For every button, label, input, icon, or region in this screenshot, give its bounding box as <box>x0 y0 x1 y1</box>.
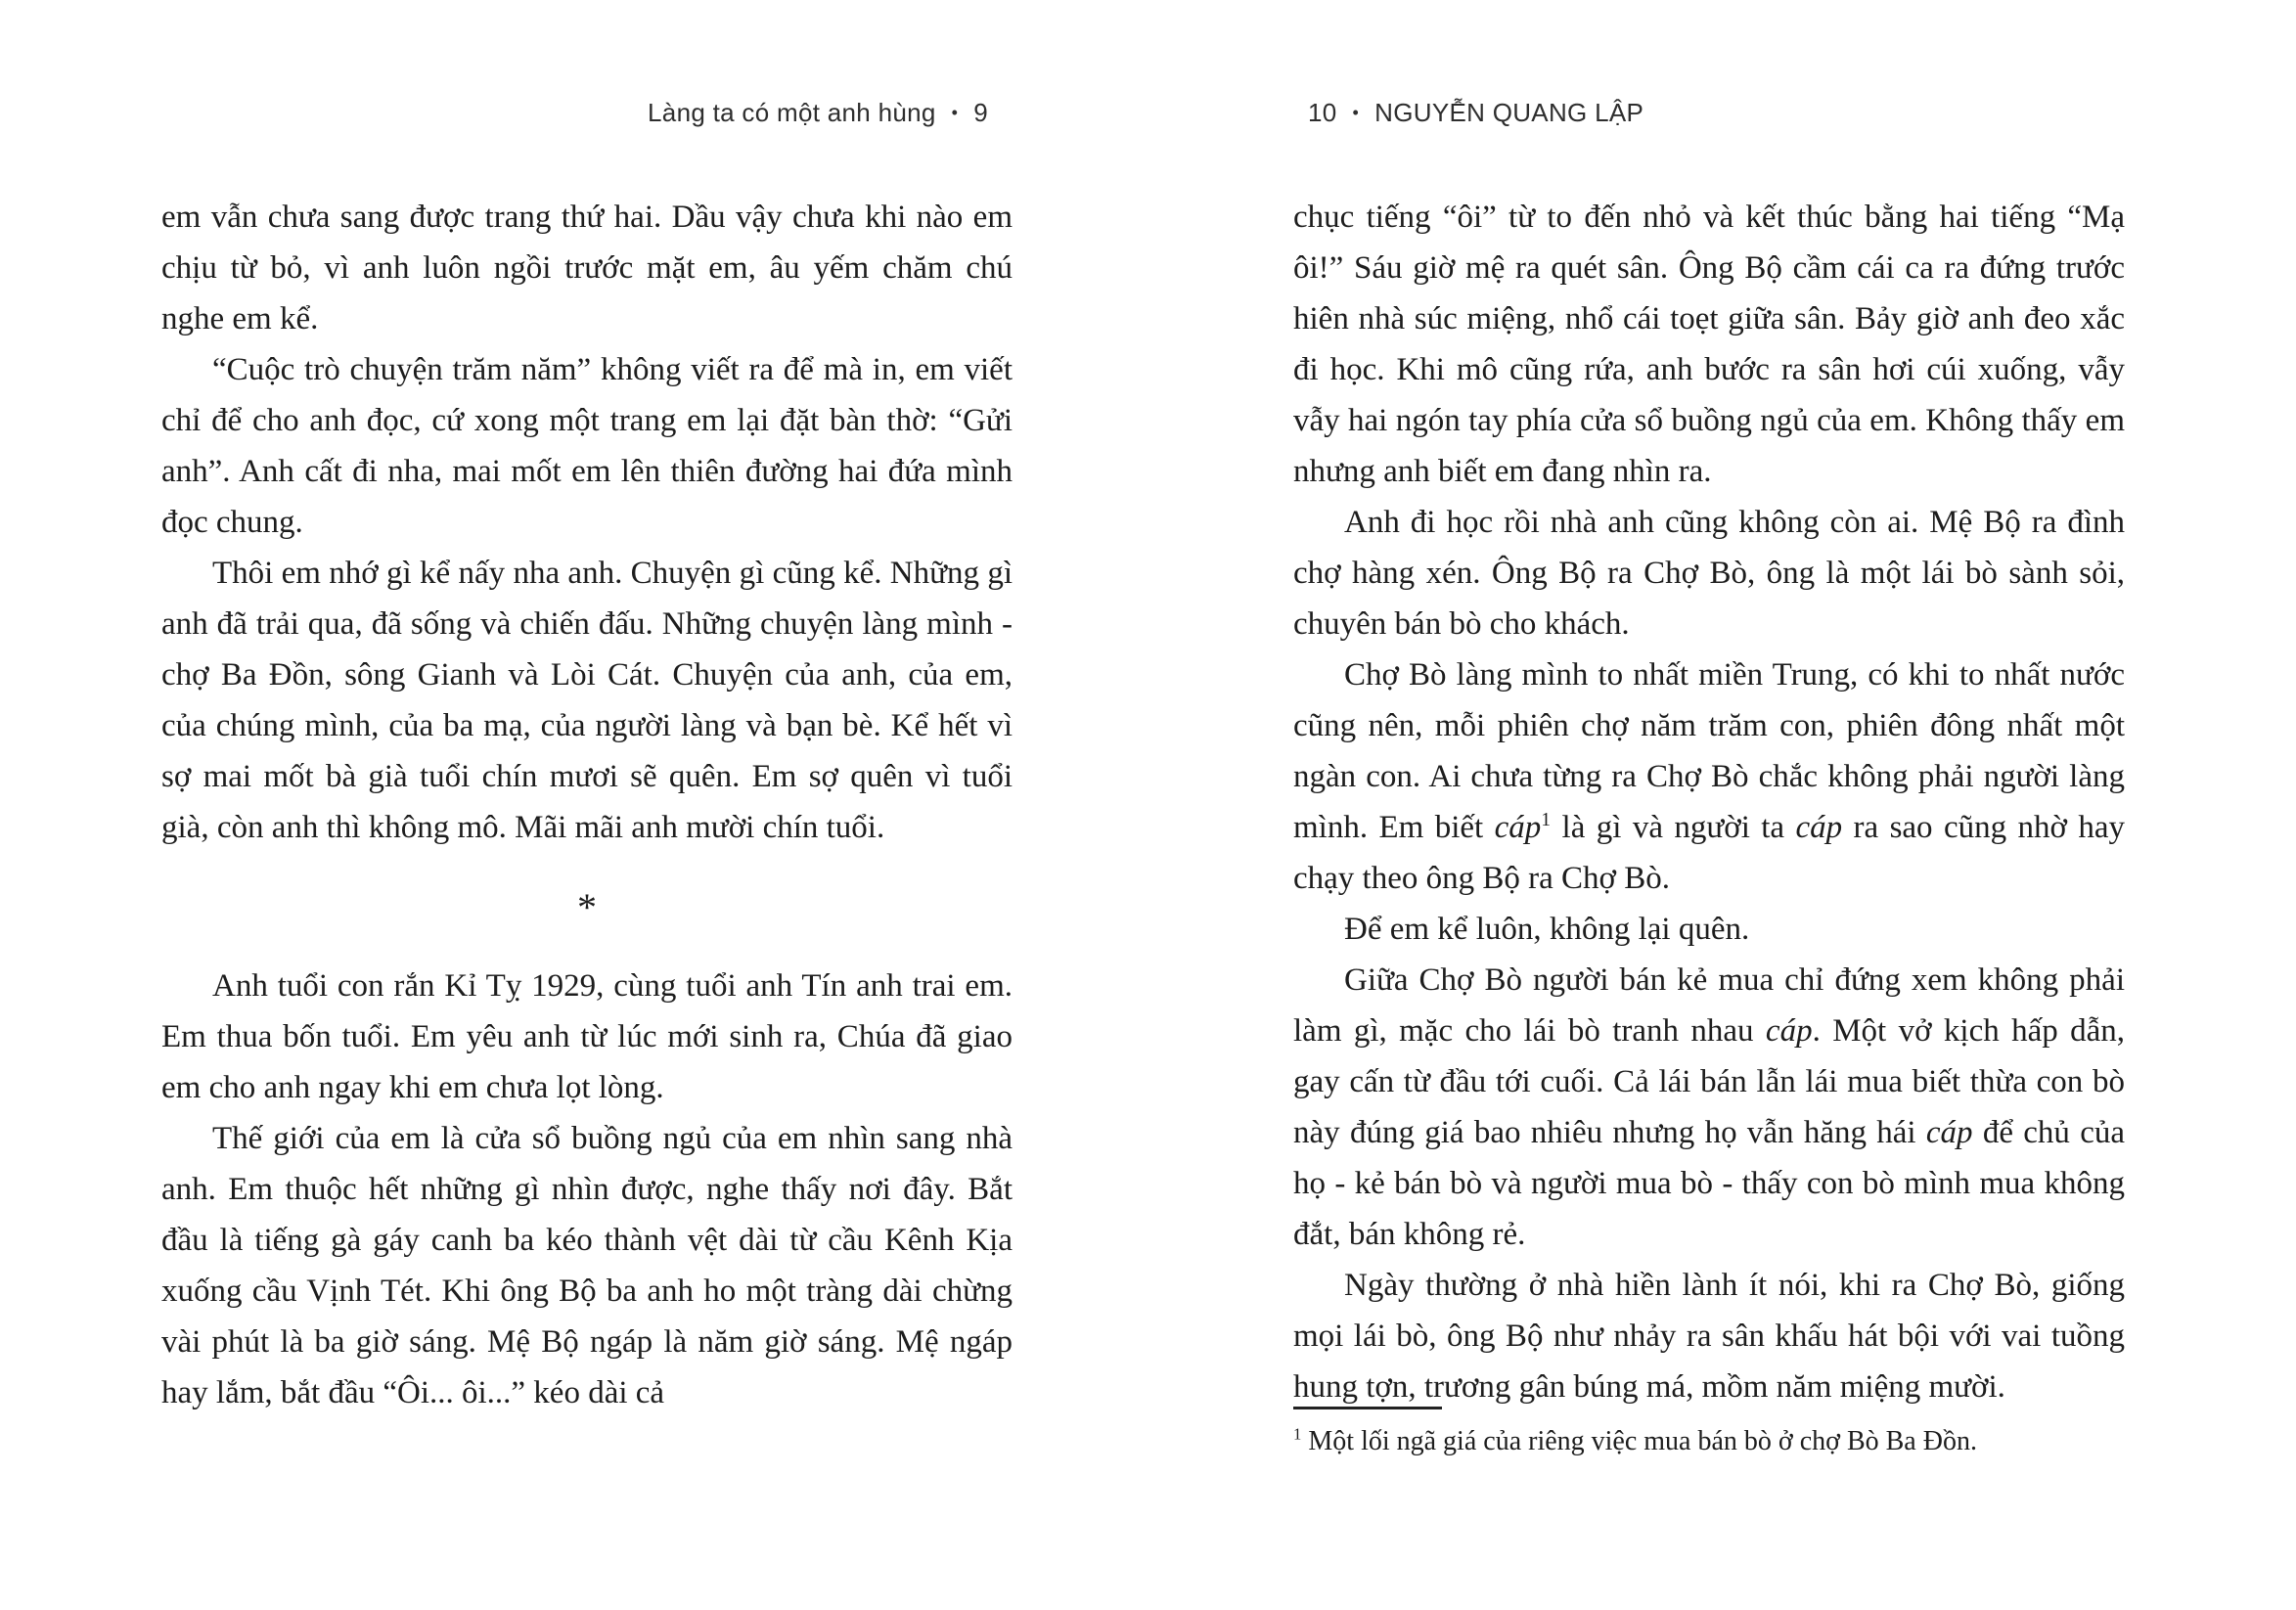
left-page-body <box>161 192 1013 1418</box>
paragraph: Giữa Chợ Bò người bán kẻ mua chỉ đứng xem không phải làm gì, mặc cho lái bò tranh nhau cáp. Một vở kịch hấp dẫn, gay cấn từ đầu tới cuối. Cả lái bán lẫn lái mua biết thừa con bò này đúng giá bao nhiêu nhưng họ vẫn hăng hái cáp để chủ của họ - kẻ bán bò và người mua bò - thấy con bò mình mua không đắt, bán không rẻ. <box>1293 962 2126 1252</box>
right-page-author: NGUYỄN QUANG LẬP <box>1374 98 1644 127</box>
footnote <box>1293 1407 2125 1460</box>
paragraph: Chợ Bò làng mình to nhất miền Trung, có khi to nhất nước cũng nên, mỗi phiên chợ năm trăm con, phiên đông nhất một ngàn con. Ai chưa từng ra Chợ Bò chắc không phải người làng mình. Em biết cáp$^1$ là gì và người ta cáp ra sao cũng nhờ hay chạy theo ông Bộ ra Chợ Bò. <box>1293 657 2125 896</box>
footnote-rule <box>1293 1407 1442 1409</box>
paragraph: Thế giới của em là cửa sổ buồng ngủ của em nhìn sang nhà anh. Em thuộc hết những gì nhìn được, nghe thấy nơi đây. Bắt đầu là tiếng gà gáy canh ba kéo thành vệt dài từ cầu Kênh Kịa xuống cầu Vịnh Tét. Khi ông Bộ ba anh ho một tràng dài chừng vài phút là ba giờ sáng. Mệ Bộ ngáp là năm giờ sáng. Mệ ngáp hay lắm, bắt đầu “Ôi... ôi...” kéo dài cả <box>161 1121 1013 1410</box>
paragraph: Anh tuổi con rắn Kỉ Tỵ 1929, cùng tuổi anh Tín anh trai em. Em thua bốn tuổi. Em yêu anh từ lúc mới sinh ra, Chúa đã giao em cho anh ngay khi em chưa lọt lòng. <box>161 968 1013 1105</box>
section-separator: * <box>577 885 597 929</box>
left-page-number: 9 <box>973 98 988 127</box>
right-page-running-head <box>1308 98 1643 128</box>
paragraph: chục tiếng “ôi” từ to đến nhỏ và kết thúc bằng hai tiếng “Mạ ôi!” Sáu giờ mệ ra quét sân. Ông Bộ cầm cái ca ra đứng trước hiên nhà súc miệng, nhổ cái toẹt giữa sân. Bảy giờ anh đeo xắc đi học. Khi mô cũng rứa, anh bước ra sân hơi cúi xuống, vẫy vẫy hai ngón tay phía cửa sổ buồng ngủ của em. Không thấy em nhưng anh biết em đang nhìn ra. <box>1293 200 2125 489</box>
right-page-body <box>1293 192 2125 1412</box>
right-page-number: 10 <box>1308 98 1337 127</box>
left-page-title: Làng ta có một anh hùng <box>648 98 936 127</box>
paragraph: Anh đi học rồi nhà anh cũng không còn ai. Mệ Bộ ra đình chợ hàng xén. Ông Bộ ra Chợ Bò, ông là một lái bò sành sỏi, chuyên bán bò cho khách. <box>1293 505 2125 642</box>
paragraph: Ngày thường ở nhà hiền lành ít nói, khi ra Chợ Bò, giống mọi lái bò, ông Bộ như nhảy ra sân khấu hát bội với vai tuồng hung tợn, trương gân búng má, mồm năm miệng mười. <box>1293 1268 2125 1405</box>
left-page-running-head <box>161 98 988 128</box>
footnote-marker: 1 <box>1293 1424 1302 1444</box>
footnote-text: $^1$ Một lối ngã giá của riêng việc mua bán bò ở chợ Bò Ba Đồn. <box>1293 1424 1977 1456</box>
paragraph: em vẫn chưa sang được trang thứ hai. Dầu vậy chưa khi nào em chịu từ bỏ, vì anh luôn ngồi trước mặt em, âu yếm chăm chú nghe em kể. <box>161 200 1013 336</box>
paragraph: “Cuộc trò chuyện trăm năm” không viết ra để mà in, em viết chỉ để cho anh đọc, cứ xong một trang em lại đặt bàn thờ: “Gửi anh”. Anh cất đi nha, mai mốt em lên thiên đường hai đứa mình đọc chung. <box>161 352 1013 540</box>
header-dot-separator: • <box>951 103 959 122</box>
paragraph: Để em kể luôn, không lại quên. <box>1344 912 1750 947</box>
header-dot-separator: • <box>1352 103 1360 122</box>
paragraph: Thôi em nhớ gì kể nấy nha anh. Chuyện gì cũng kể. Những gì anh đã trải qua, đã sống và chiến đấu. Những chuyện làng mình - chợ Ba Đồn, sông Gianh và Lòi Cát. Chuyện của anh, của em, của chúng mình, của ba mạ, của người làng và bạn bè. Kể hết vì sợ mai mốt bà già tuổi chín mươi sẽ quên. Em sợ quên vì tuổi già, còn anh thì không mô. Mãi mãi anh mười chín tuổi. <box>161 556 1013 845</box>
